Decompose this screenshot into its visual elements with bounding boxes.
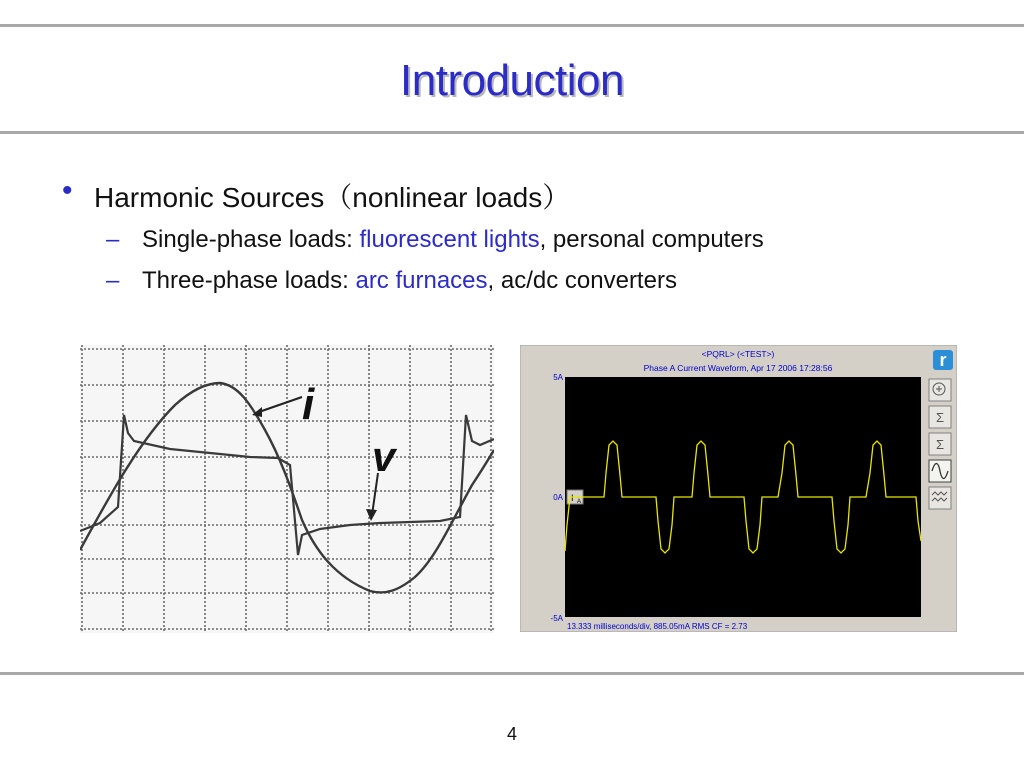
sub-bullet-prefix: Single-phase loads: [142,226,360,253]
sum-icon-2: Σ [935,437,945,452]
zoom-in-button[interactable] [929,379,951,401]
pq-toolbar [929,379,951,509]
slide-title: Introduction [400,56,624,105]
sum-icon-1: Σ [935,410,945,425]
dash-icon: – [106,267,120,294]
oscillogram-svg [80,345,494,633]
pq-footer: 13.333 milliseconds/div, 885.05mA RMS CF = 2.73 [567,622,748,631]
y-label-bot: -5A [550,614,563,623]
top-divider [0,24,1024,27]
page-number: 4 [506,724,517,744]
sub-bullet-highlight: arc furnaces [355,267,488,294]
title-divider [0,131,1024,134]
sub-bullet-prefix: Three-phase loads: [142,267,356,294]
pq-screen [520,345,957,632]
dash-icon: – [106,226,120,253]
sub-bullet-suffix: , personal computers [539,226,764,253]
harmonics-button[interactable] [929,487,951,509]
bullet-text: Harmonic Sources（nonlinear loads） [94,182,571,213]
channel-tag-sub: A [577,499,582,505]
sub-bullet-text [142,267,677,295]
pq-header: <PQRL> (<TEST>) [701,349,775,359]
sub-bullet-text [142,226,764,254]
pq-screen-svg [520,345,957,632]
label-i: i [302,380,315,429]
sub-bullet-highlight: fluorescent lights [359,226,540,253]
label-v: v [372,433,396,480]
oscillogram-image [80,345,494,633]
bullet-dot-icon: • [62,174,73,207]
logo-letter: r [939,350,947,370]
y-label-mid: 0A [553,493,563,502]
bottom-divider [0,672,1024,675]
y-label-top: 5A [553,373,563,382]
pq-subtitle: Phase A Current Waveform, Apr 17 2006 17:28:56 [643,363,833,373]
channel-tag-letter: I [571,493,574,503]
sub-bullet-suffix: , ac/dc converters [487,267,677,294]
